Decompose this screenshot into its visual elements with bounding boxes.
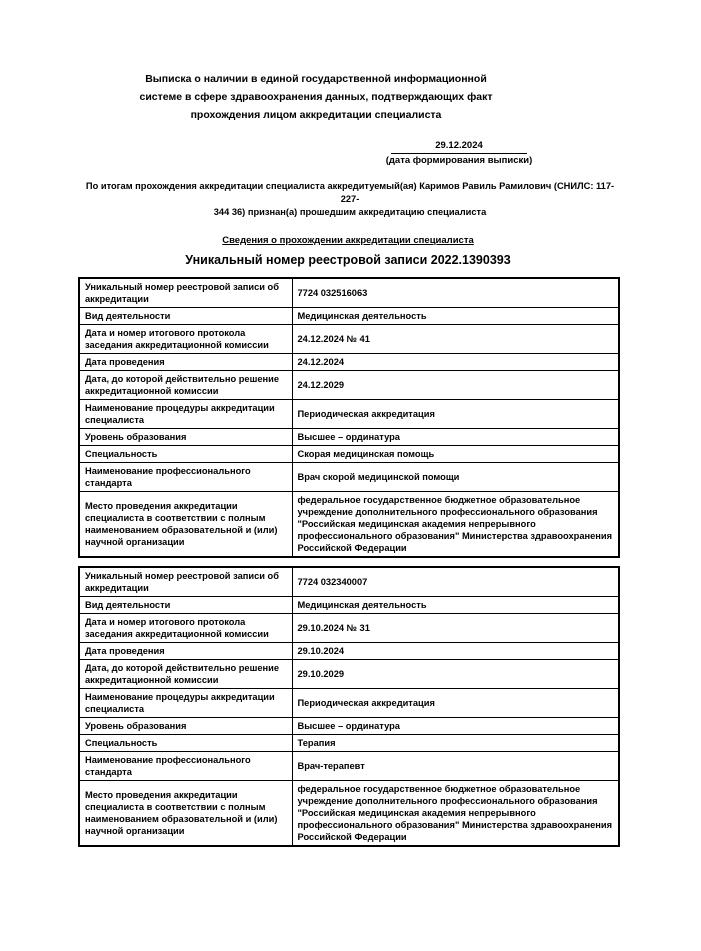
table-row [79,354,619,371]
field-label: Специальность [79,735,292,752]
field-value: 29.10.2024 [292,643,619,660]
field-label: Специальность [79,446,292,463]
document-title [116,70,516,124]
field-value: 7724 032516063 [292,278,619,308]
field-value: Врач-терапевт [292,752,619,781]
table-row [79,278,619,308]
field-label: Наименование профессионального стандарта [79,463,292,492]
table-row [79,429,619,446]
field-label: Наименование процедуры аккредитации специалиста [79,400,292,429]
field-label: Уровень образования [79,429,292,446]
field-label: Место проведения аккредитации специалиста в соответствии с полным наименованием образовательной и (или) научной организации [79,781,292,847]
field-label: Наименование процедуры аккредитации специалиста [79,689,292,718]
field-label: Дата, до которой действительно решение аккредитационной комиссии [79,371,292,400]
table-row [79,781,619,847]
field-label: Дата проведения [79,354,292,371]
field-value: Высшее – ординатура [292,429,619,446]
intro-line: 344 36) признан(а) прошедшим аккредитацию специалиста [213,207,487,217]
field-label: Наименование профессионального стандарта [79,752,292,781]
field-label: Место проведения аккредитации специалиста в соответствии с полным наименованием образовательной и (или) научной организации [79,492,292,558]
field-value: 29.10.2024 № 31 [292,614,619,643]
document-title-line: Выписка о наличии в единой государственной информационной [145,73,487,85]
field-value: Периодическая аккредитация [292,400,619,429]
field-value: 29.10.2029 [292,660,619,689]
table-row [79,614,619,643]
field-value: Медицинская деятельность [292,597,619,614]
table-row [79,752,619,781]
table-row [79,567,619,597]
table-row [79,643,619,660]
issue-date: 29.12.2024 [391,140,527,154]
table-row [79,463,619,492]
field-value: 24.12.2024 № 41 [292,325,619,354]
field-label: Дата проведения [79,643,292,660]
field-label: Дата и номер итогового протокола заседания аккредитационной комиссии [79,325,292,354]
field-label: Уникальный номер реестровой записи об аккредитации [79,567,292,597]
document-title-line: системе в сфере здравоохранения данных, подтверждающих факт [139,91,493,103]
table-row [79,735,619,752]
field-value: федеральное государственное бюджетное образовательное учреждение дополнительного профессионального образования "Российская медицинская академия непрерывного профессионального образования" Министерства здравоохранения Российской Федерации [292,781,619,847]
table-row [79,660,619,689]
section-heading: Сведения о прохождении аккредитации специалиста [222,235,474,246]
table-row [79,446,619,463]
field-label: Дата и номер итогового протокола заседания аккредитационной комиссии [79,614,292,643]
field-label: Уровень образования [79,718,292,735]
field-value: Терапия [292,735,619,752]
document-page [0,70,701,951]
registry-number-heading: Уникальный номер реестровой записи 2022.1390393 [185,253,511,267]
intro-paragraph [77,180,623,219]
table-row [79,689,619,718]
field-value: Врач скорой медицинской помощи [292,463,619,492]
issue-date-block [383,140,535,166]
field-value: 24.12.2024 [292,354,619,371]
field-value: Медицинская деятельность [292,308,619,325]
table-row [79,400,619,429]
table-row [79,325,619,354]
accreditation-table-2 [78,566,620,847]
table-row [79,371,619,400]
field-value: 24.12.2029 [292,371,619,400]
field-label: Уникальный номер реестровой записи об аккредитации [79,278,292,308]
table-row [79,597,619,614]
table-row [79,308,619,325]
field-value: 7724 032340007 [292,567,619,597]
field-label: Вид деятельности [79,597,292,614]
table-row [79,492,619,558]
document-title-line: прохождения лицом аккредитации специалиста [190,109,442,121]
issue-date-caption: (дата формирования выписки) [385,155,533,166]
accreditation-table-1 [78,277,620,558]
field-label: Дата, до которой действительно решение аккредитационной комиссии [79,660,292,689]
field-value: Высшее – ординатура [292,718,619,735]
field-label: Вид деятельности [79,308,292,325]
field-value: Периодическая аккредитация [292,689,619,718]
intro-line: По итогам прохождения аккредитации специалиста аккредитуемый(ая) Каримов Равиль Рамилович (СНИЛС: 117-227- [85,181,615,204]
field-value: Скорая медицинская помощь [292,446,619,463]
table-row [79,718,619,735]
field-value: федеральное государственное бюджетное образовательное учреждение дополнительного профессионального образования "Российская медицинская академия непрерывного профессионального образования" Министерства здравоохранения Российской Федерации [292,492,619,558]
